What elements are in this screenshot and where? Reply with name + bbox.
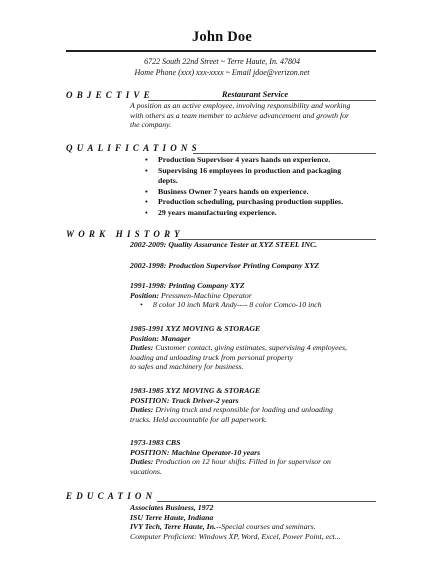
qualification-text: 29 years manufacturing experience.	[158, 207, 277, 217]
job-heading: 1983-1985 XYZ MOVING & STORAGE	[130, 386, 261, 395]
duties-label: Duties:	[130, 405, 154, 415]
duties-text: loading and unloading truck from personal property	[130, 352, 294, 362]
duties-text: vacations.	[130, 466, 162, 476]
bullet-icon: •	[140, 300, 143, 310]
education-rule	[157, 501, 376, 502]
job-position	[130, 291, 380, 301]
job-position: POSITION: Truck Driver-2 years	[130, 395, 239, 405]
job-heading: 2002-1998: Production Supervisor Printing Company XYZ	[130, 261, 320, 270]
education-entry	[130, 503, 390, 541]
qualifications-title: QUALIFICATIONS	[66, 143, 201, 153]
education-degree: Associates Business, 1972	[130, 503, 214, 512]
job-position: Position: Manager	[130, 333, 191, 343]
duties-text: Production on 12 hour shifts. Filled in for supervisor on	[155, 457, 331, 467]
objective-title: OBJECTIVE	[66, 90, 154, 100]
qualification-text: Business Owner 7 years hands on experience.	[158, 186, 309, 196]
position-value: Pressmen-Machine Operator	[160, 290, 252, 300]
job-bullet	[130, 300, 380, 310]
duties-text: to safes and machinery for business.	[130, 362, 244, 372]
job-heading: 2002-2009: Quality Assurance Tester at XYZ STEEL INC.	[130, 240, 318, 249]
education-courses	[130, 522, 390, 532]
education-courses-text: --Special courses and seminars.	[216, 522, 316, 532]
job-bullet-text: 8 color 10 inch Mark Andy---- 8 color Comco-10 inch	[153, 300, 322, 310]
bullet-icon: •	[145, 186, 148, 196]
job-duties	[130, 343, 380, 353]
resume-name: John Doe	[191, 29, 252, 45]
job-entry	[130, 386, 380, 424]
duties-label: Duties:	[130, 343, 154, 353]
duties-text: trucks. Held accountable for all paperwork.	[130, 414, 268, 424]
qualification-text: depts.	[158, 176, 178, 185]
header-rule	[66, 50, 376, 52]
job-position: POSITION: Machine Operator-10 years	[130, 447, 261, 457]
job-duties	[130, 405, 380, 415]
job-heading: 1991-1998: Printing Company XYZ	[130, 281, 245, 290]
job-entry	[130, 438, 380, 476]
qualifications-list	[145, 155, 375, 218]
job-heading: 1973-1983 CBS	[130, 438, 181, 447]
bullet-icon: •	[145, 155, 148, 164]
objective-line: A position as an active employee, involving responsibility and working	[130, 101, 351, 110]
job-duties	[130, 457, 380, 467]
education-computer: Computer Proficient: Windows XP, Word, Excel, Power Point, ect...	[130, 531, 341, 541]
qualifications-rule	[193, 153, 376, 154]
bullet-icon: •	[145, 207, 148, 217]
job-entry	[130, 281, 380, 310]
qualification-text: Supervising 16 employees in production and packaging	[158, 165, 342, 175]
education-school-2: IVY Tech, Terre Haute, In.	[130, 522, 216, 532]
qualification-item	[145, 187, 375, 198]
duties-text: Driving truck and responsible for loading and unloading	[155, 405, 333, 415]
work-history-title: WORK HISTORY	[66, 229, 184, 239]
qualification-item	[145, 155, 375, 166]
bullet-icon: •	[145, 197, 148, 206]
education-title: EDUCATION	[66, 491, 157, 501]
objective-line: with others as a team member to achieve advancement and growth for	[130, 110, 350, 120]
education-school: ISU Terre Haute, Indiana	[130, 512, 214, 522]
objective-text	[130, 101, 380, 130]
position-label: Position:	[130, 290, 160, 300]
qualification-text: Production Supervisor 4 years hands on experience.	[158, 155, 331, 164]
objective-subtitle: Restaurant Service	[221, 89, 289, 99]
qualification-item	[145, 197, 375, 208]
contact-address: 6722 South 22nd Street ~ Terre Haute, In. 47804	[144, 57, 300, 66]
qualification-item	[145, 166, 375, 187]
bullet-icon: •	[145, 165, 148, 175]
job-entry	[130, 324, 380, 372]
qualification-item	[145, 208, 375, 219]
job-heading: 1985-1991 XYZ MOVING & STORAGE	[130, 324, 261, 333]
duties-text: Customer contact, giving estimates, supervising 4 employees,	[155, 343, 347, 353]
contact-phone-email: Home Phone (xxx) xxx-xxxx ~ Email jdoe@verizon.net	[134, 68, 310, 77]
duties-label: Duties:	[130, 457, 154, 467]
objective-line: the company.	[130, 120, 172, 130]
qualification-text: Production scheduling, purchasing production supplies.	[158, 197, 344, 206]
